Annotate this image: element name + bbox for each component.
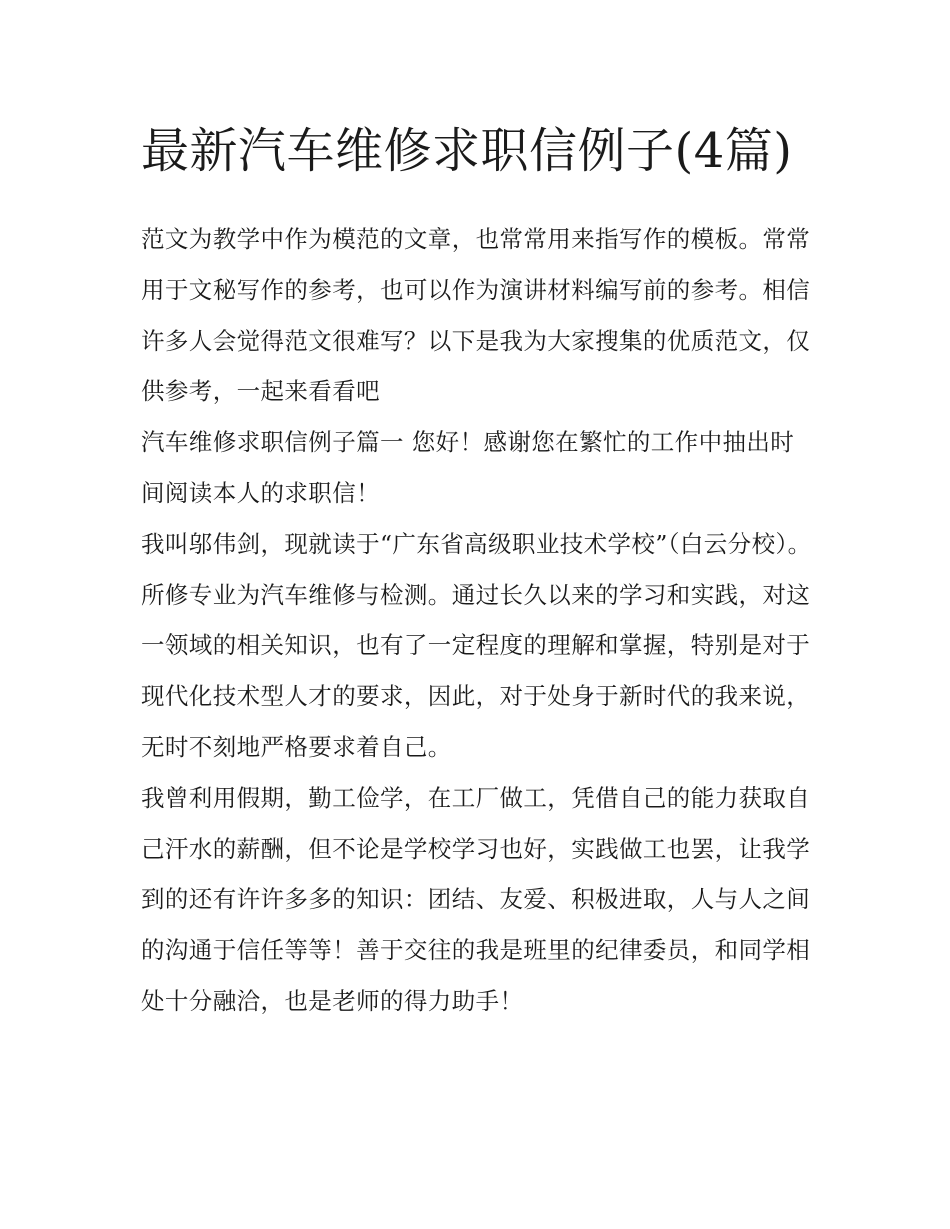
experience-paragraph: 我曾利用假期，勤工俭学，在工厂做工，凭借自己的能力获取自己汗水的薪酬，但不论是学校学习也好，实践做工也罢，让我学到的还有许许多多的知识：团结、友爱、积极进取，人与人之间的沟通于信任等等！善于交往的我是班里的纪律委员，和同学相处十分融洽，也是老师的得力助手！: [141, 783, 811, 1015]
document-page: [141, 112, 813, 1027]
greeting-paragraph: 汽车维修求职信例子篇一 您好！感谢您在繁忙的工作中抽出时间阅读本人的求职信！: [141, 428, 795, 507]
document-title: 最新汽车维修求职信例子(4篇): [141, 123, 793, 179]
self-introduction-paragraph: 我叫邬伟剑，现就读于“广东省高级职业技术学校”（白云分校）。所修专业为汽车维修与检测。通过长久以来的学习和实践，对这一领域的相关知识，也有了一定程度的理解和掌握，特别是对于现代化技术型人才的要求，因此，对于处身于新时代的我来说，无时不刻地严格要求着自己。: [141, 529, 812, 761]
document-body: [141, 214, 813, 1027]
intro-paragraph: 范文为教学中作为模范的文章，也常常用来指写作的模板。常常用于文秘写作的参考，也可以作为演讲材料编写前的参考。相信许多人会觉得范文很难写？以下是我为大家搜集的优质范文，仅供参考，一起来看看吧: [141, 225, 811, 406]
